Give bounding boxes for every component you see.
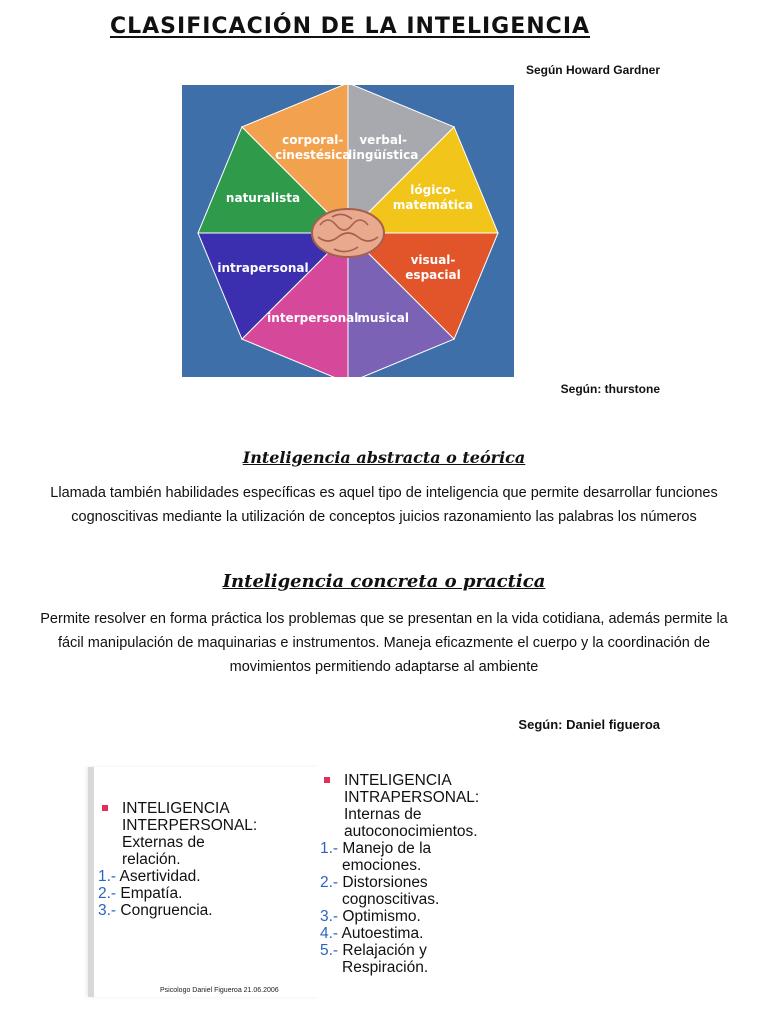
paragraph-concrete-intelligence: Permite resolver en forma práctica los problemas que se presentan en la vida cotidiana, además permite la fácil manipulación de maquinarias e instrumentos. Maneja eficazmente el cuerpo y la coordinación de movimientos permitiendo adaptarse al ambiente xyxy=(40,611,728,675)
wheel-label: lingüística xyxy=(348,148,419,163)
list-item: 4.- Autoestima. xyxy=(320,925,424,942)
interpersonal-title-1: INTELIGENCIA xyxy=(122,800,230,817)
list-item: 2.- Distorsiones xyxy=(320,874,428,891)
interpersonal-title-row xyxy=(96,800,316,868)
wheel-label: visual- xyxy=(410,253,456,268)
list-item: 1.- Manejo de la xyxy=(320,840,432,857)
page-title: CLASIFICACIÓN DE LA INTELIGENCIA xyxy=(109,14,591,39)
list-item: 3.- Congruencia. xyxy=(98,902,213,919)
wheel-label: interpersonal xyxy=(267,310,359,325)
intrapersonal-sub-2: autoconocimientos. xyxy=(344,823,478,840)
list-item-continuation: cognoscitivas. xyxy=(342,891,440,908)
wheel-label: matemática xyxy=(392,197,474,212)
list-item: 2.- Empatía. xyxy=(98,885,183,902)
brain-icon xyxy=(312,209,384,257)
wheel-label: musical xyxy=(357,310,410,325)
intrapersonal-list xyxy=(318,772,538,976)
source-thurstone: Según: thurstone xyxy=(560,382,660,396)
bullet-square-icon xyxy=(324,777,330,783)
wheel-label: lógico- xyxy=(410,182,456,197)
list-item-continuation: emociones. xyxy=(342,857,422,874)
interpersonal-sub-1: Externas de xyxy=(122,834,205,851)
paragraph-abstract-intelligence: Llamada también habilidades específicas es aquel tipo de inteligencia que permite desarrollar funciones cognoscitivas mediante la utilización de conceptos juicios razonamiento las palabras los números xyxy=(50,485,718,525)
heading-abstract-intelligence: Inteligencia abstracta o teórica xyxy=(242,448,526,467)
wheel-label: espacial xyxy=(405,268,461,283)
heading-concrete-intelligence: Inteligencia concreta o practica xyxy=(222,571,546,592)
wheel-label: cinestésica xyxy=(275,148,351,163)
wheel-label: corporal- xyxy=(282,133,344,148)
intrapersonal-title-2: INTRAPERSONAL: xyxy=(344,789,480,806)
wheel-label: verbal- xyxy=(359,133,408,148)
wheel-label: intrapersonal xyxy=(217,261,309,276)
source-gardner: Según Howard Gardner xyxy=(525,63,660,77)
intrapersonal-sub-1: Internas de xyxy=(344,806,422,823)
list-item: 3.- Optimismo. xyxy=(320,908,421,925)
list-item: 5.- Relajación y xyxy=(320,942,427,959)
interpersonal-sub-2: relación. xyxy=(122,851,181,868)
intelligence-wheel-image xyxy=(182,85,514,377)
list-item: 1.- Asertividad. xyxy=(98,868,201,885)
interpersonal-list xyxy=(96,800,316,919)
intrapersonal-title-row xyxy=(318,772,538,840)
wheel-graphic xyxy=(182,85,514,377)
bullet-square-icon xyxy=(102,805,108,811)
list-item-continuation: Respiración. xyxy=(342,959,429,976)
source-figueroa: Según: Daniel figueroa xyxy=(518,717,660,732)
intrapersonal-title-1: INTELIGENCIA xyxy=(344,772,452,789)
image-footnote: Psicologo Daniel Figueroa 21.06.2006 xyxy=(160,987,279,994)
interpersonal-title-2: INTERPERSONAL: xyxy=(122,817,258,834)
wheel-label: naturalista xyxy=(225,190,301,205)
